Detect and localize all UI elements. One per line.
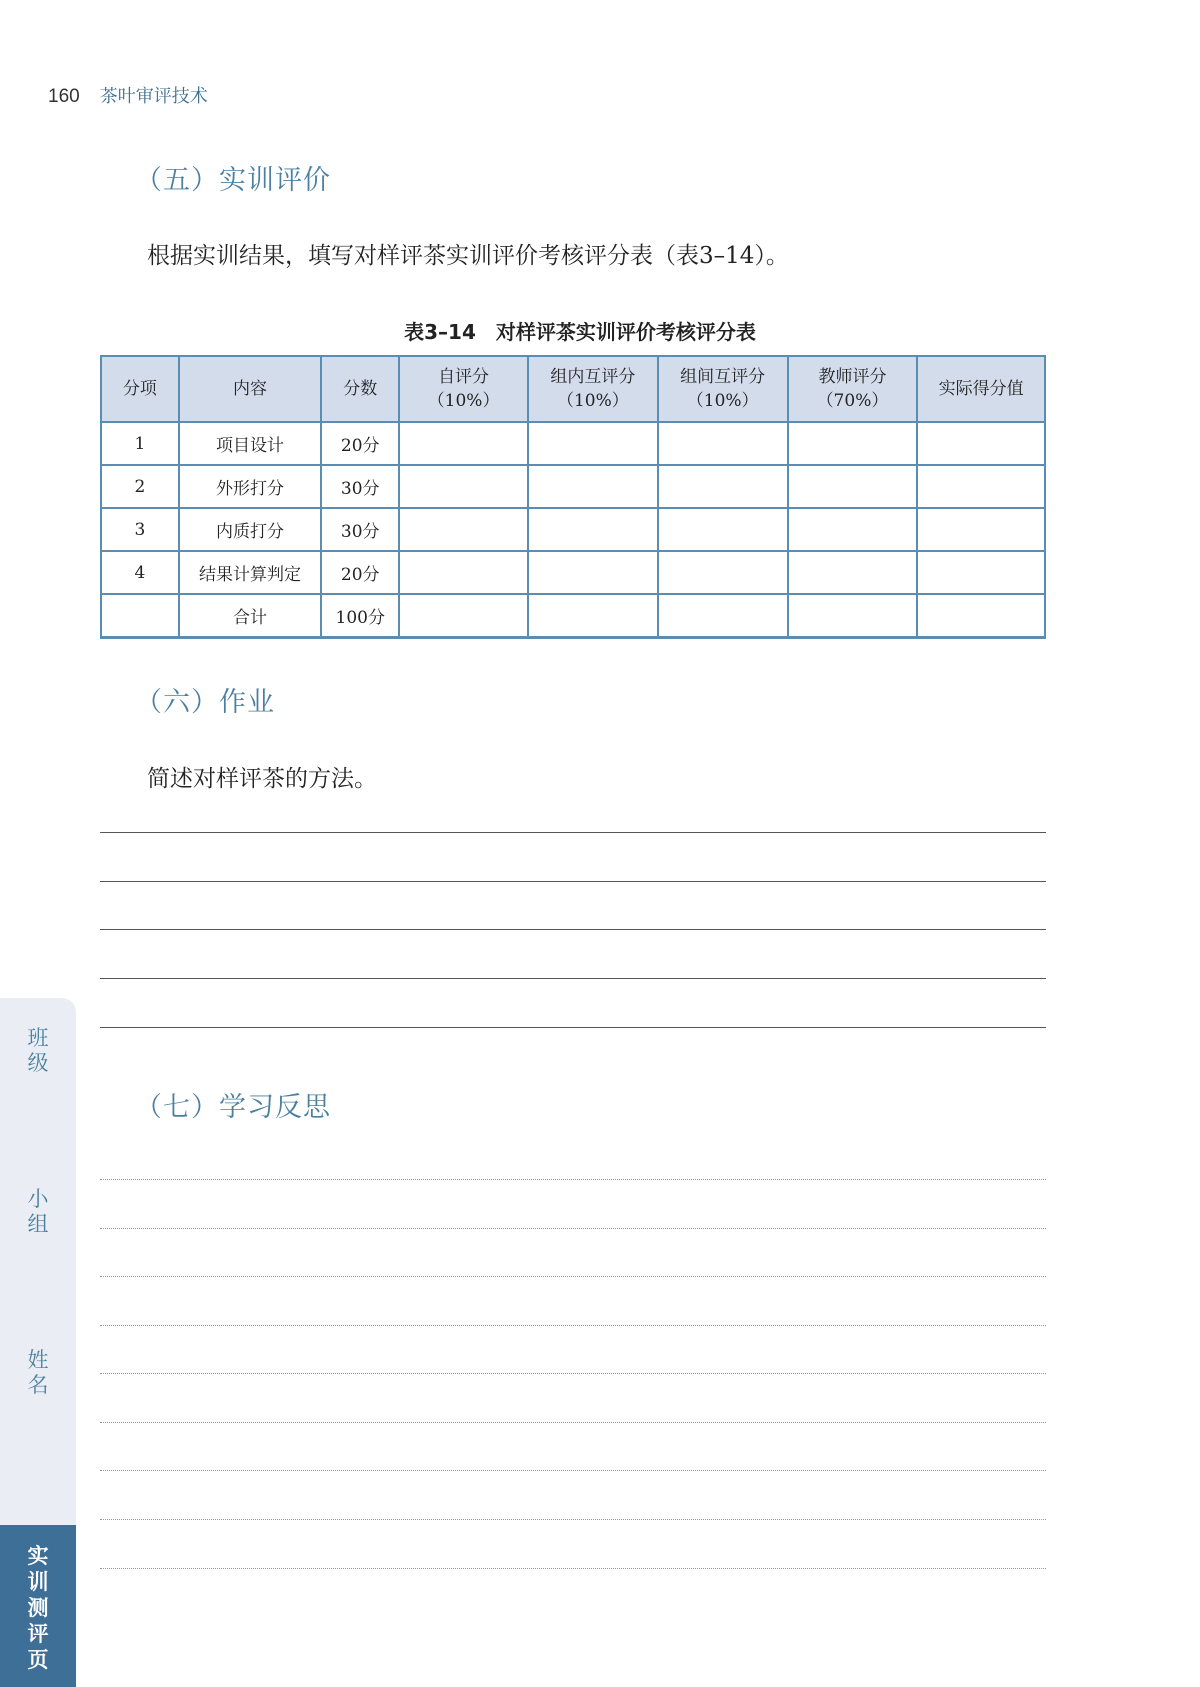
page-header	[48, 82, 208, 108]
cell-teacher-input[interactable]	[788, 551, 918, 594]
table-row	[101, 422, 1045, 465]
reflection-line[interactable]	[100, 1470, 1046, 1471]
col-header-actual: 实际得分值	[917, 356, 1045, 422]
cell-teacher-input[interactable]	[788, 594, 918, 638]
cell-self-input[interactable]	[399, 594, 528, 638]
cell-intergroup-input[interactable]	[658, 465, 788, 508]
cell-no: 2	[101, 465, 179, 508]
reflection-line[interactable]	[100, 1325, 1046, 1326]
table-caption: 表3–14 对样评茶实训评价考核评分表	[404, 320, 756, 344]
table-row-total	[101, 594, 1045, 638]
sidebar-name-label: 姓 名	[27, 1348, 49, 1397]
col-header-self-pct: （10%）	[427, 391, 500, 411]
col-header-teacher	[788, 356, 918, 422]
table-row	[101, 508, 1045, 551]
table-row	[101, 465, 1045, 508]
table-header-row	[101, 356, 1045, 422]
cell-intragroup-input[interactable]	[528, 594, 658, 638]
answer-line[interactable]	[100, 978, 1046, 979]
section-title-reflection: （七）学习反思	[135, 1092, 331, 1123]
reflection-line[interactable]	[100, 1179, 1046, 1180]
answer-line[interactable]	[100, 1027, 1046, 1028]
page-number: 160	[48, 86, 80, 107]
col-header-self-label: 自评分	[438, 367, 490, 387]
cell-self-input[interactable]	[399, 422, 528, 465]
cell-intragroup-input[interactable]	[528, 465, 658, 508]
section-title-evaluation: （五）实训评价	[135, 165, 331, 196]
col-header-content: 内容	[179, 356, 322, 422]
cell-actual-input[interactable]	[917, 422, 1045, 465]
cell-intragroup-input[interactable]	[528, 508, 658, 551]
cell-intragroup-input[interactable]	[528, 551, 658, 594]
cell-actual-input[interactable]	[917, 551, 1045, 594]
cell-actual-input[interactable]	[917, 594, 1045, 638]
cell-teacher-input[interactable]	[788, 508, 918, 551]
answer-line[interactable]	[100, 832, 1046, 833]
cell-no: 3	[101, 508, 179, 551]
col-header-intragroup-label: 组内互评分	[550, 367, 636, 387]
cell-content: 项目设计	[179, 422, 322, 465]
cell-score: 30分	[321, 465, 399, 508]
cell-content: 结果计算判定	[179, 551, 322, 594]
reflection-line[interactable]	[100, 1568, 1046, 1569]
cell-score: 30分	[321, 508, 399, 551]
col-header-teacher-label: 教师评分	[818, 367, 887, 387]
cell-score: 20分	[321, 551, 399, 594]
cell-self-input[interactable]	[399, 551, 528, 594]
cell-teacher-input[interactable]	[788, 422, 918, 465]
cell-content: 合计	[179, 594, 322, 638]
cell-no: 4	[101, 551, 179, 594]
cell-self-input[interactable]	[399, 508, 528, 551]
cell-intragroup-input[interactable]	[528, 422, 658, 465]
cell-score: 20分	[321, 422, 399, 465]
cell-actual-input[interactable]	[917, 508, 1045, 551]
col-header-self	[399, 356, 528, 422]
answer-line[interactable]	[100, 929, 1046, 930]
col-header-intergroup-pct: （10%）	[686, 391, 759, 411]
cell-no	[101, 594, 179, 638]
cell-teacher-input[interactable]	[788, 465, 918, 508]
cell-self-input[interactable]	[399, 465, 528, 508]
cell-intergroup-input[interactable]	[658, 551, 788, 594]
sidebar-tab-practical-evaluation[interactable]: 实 训 测 评 页	[0, 1525, 76, 1687]
cell-content: 外形打分	[179, 465, 322, 508]
cell-content: 内质打分	[179, 508, 322, 551]
reflection-line[interactable]	[100, 1276, 1046, 1277]
col-header-intergroup-label: 组间互评分	[680, 367, 766, 387]
book-title: 茶叶审评技术	[99, 86, 208, 107]
score-table	[100, 355, 1046, 639]
evaluation-instruction: 根据实训结果，填写对样评茶实训评价考核评分表（表3–14）。	[147, 243, 789, 269]
reflection-line[interactable]	[100, 1373, 1046, 1374]
reflection-line[interactable]	[100, 1519, 1046, 1520]
reflection-line[interactable]	[100, 1422, 1046, 1423]
col-header-intergroup	[658, 356, 788, 422]
col-header-intragroup-pct: （10%）	[556, 391, 629, 411]
homework-question: 简述对样评茶的方法。	[147, 766, 377, 792]
cell-intergroup-input[interactable]	[658, 508, 788, 551]
table-row	[101, 551, 1045, 594]
col-header-score: 分数	[321, 356, 399, 422]
col-header-teacher-pct: （70%）	[816, 391, 889, 411]
sidebar-class-label: 班 级	[27, 1026, 49, 1075]
cell-intergroup-input[interactable]	[658, 422, 788, 465]
col-header-item: 分项	[101, 356, 179, 422]
col-header-intragroup	[528, 356, 658, 422]
answer-line[interactable]	[100, 881, 1046, 882]
cell-intergroup-input[interactable]	[658, 594, 788, 638]
cell-score: 100分	[321, 594, 399, 638]
sidebar-group-label: 小 组	[27, 1187, 49, 1236]
section-title-homework: （六）作业	[135, 687, 275, 718]
cell-no: 1	[101, 422, 179, 465]
cell-actual-input[interactable]	[917, 465, 1045, 508]
reflection-line[interactable]	[100, 1228, 1046, 1229]
